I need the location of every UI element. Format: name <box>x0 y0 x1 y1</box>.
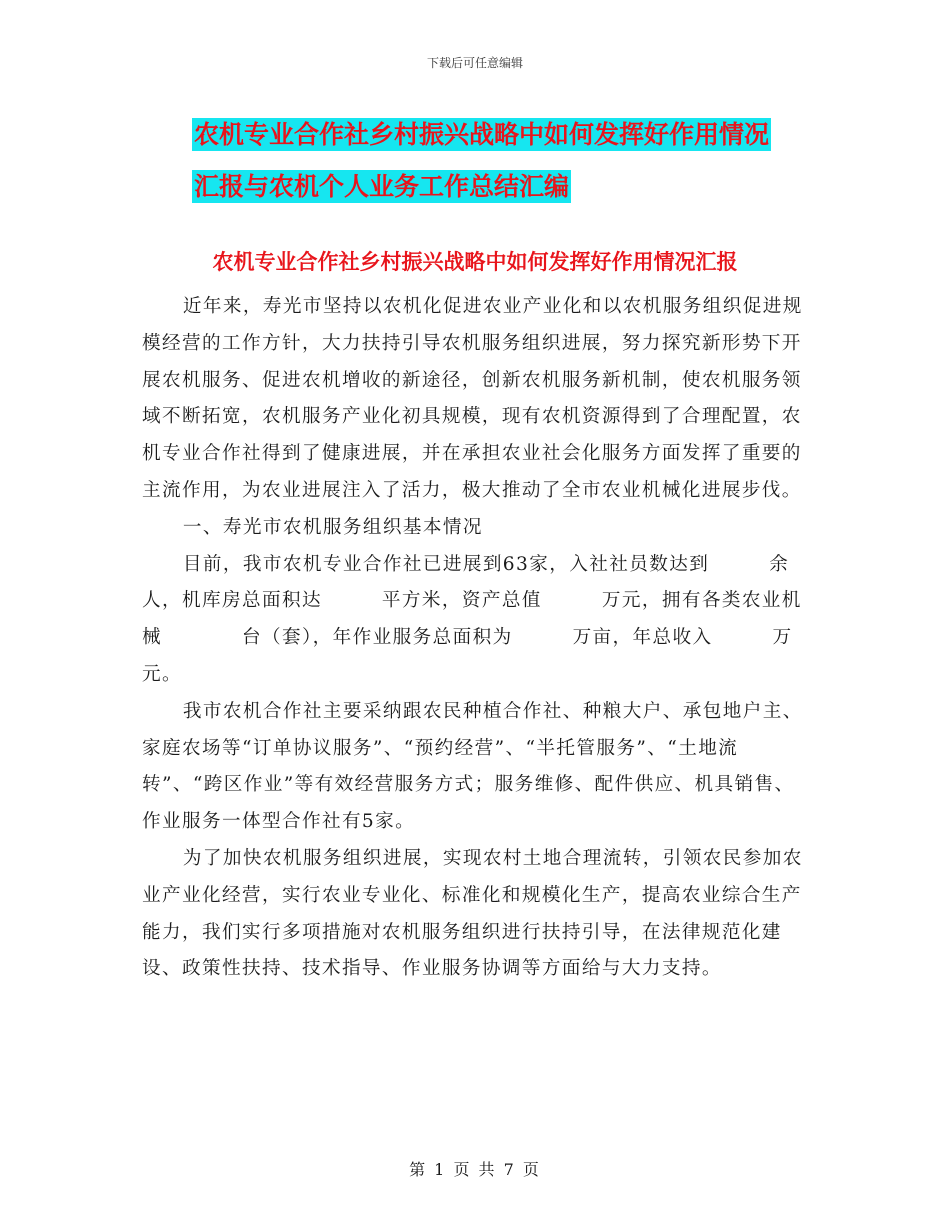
paragraph-service-modes: 我市农机合作社主要采纳跟农民种植合作社、种粮大户、承包地户主、家庭农场等“订单协议服务”、“预约经营”、“半托管服务”、“土地流转”、“跨区作业”等有效经营服务方式；服务维修、配件供应、机具销售、作业服务一体型合作社有5家。 <box>142 700 803 833</box>
title-line-1-text: 农机专业合作社乡村振兴战略中如何发挥好作用情况 <box>194 120 770 149</box>
paragraph-heading-1: 一、寿光市农机服务组织基本情况 <box>182 516 483 538</box>
paragraph-status: 目前，我市农机专业合作社已进展到63家，入社社员数达到 余人，机库房总面积达 平方米，资产总值 万元，拥有各类农业机械 台（套），年作业服务总面积为 万亩，年总收入 万元。 <box>142 553 802 685</box>
title-line-2-text: 汇报与农机个人业务工作总结汇编 <box>194 172 570 201</box>
document-title <box>192 110 812 212</box>
title-line-1 <box>192 110 812 160</box>
paragraph-intro: 近年来，寿光市坚持以农机化促进农业产业化和以农机服务组织促进规模经营的工作方针，大力扶持引导农机服务组织进展，努力探究新形势下开展农机服务、促进农机增收的新途径，创新农机服务新机制，使农机服务领域不断拓宽，农机服务产业化初具规模，现有农机资源得到了合理配置，农机专业合作社得到了健康进展，并在承担农业社会化服务方面发挥了重要的主流作用，为农业进展注入了活力，极大推动了全市农业机械化进展步伐。 <box>142 296 803 501</box>
paragraph-measures: 为了加快农机服务组织进展，实现农村土地合理流转，引领农民参加农业产业化经营，实行农业专业化、标准化和规模化生产，提高农业综合生产能力，我们实行多项措施对农机服务组织进行扶持引导，在法律规范化建设、政策性扶持、技术指导、作业服务协调等方面给与大力支持。 <box>142 847 803 980</box>
header-note: 下载后可任意编辑 <box>426 56 523 70</box>
page-number: 第 1 页 共 7 页 <box>409 1160 541 1179</box>
body-text <box>142 289 814 988</box>
section-title: 农机专业合作社乡村振兴战略中如何发挥好作用情况汇报 <box>212 250 738 274</box>
title-line-2 <box>192 162 812 212</box>
